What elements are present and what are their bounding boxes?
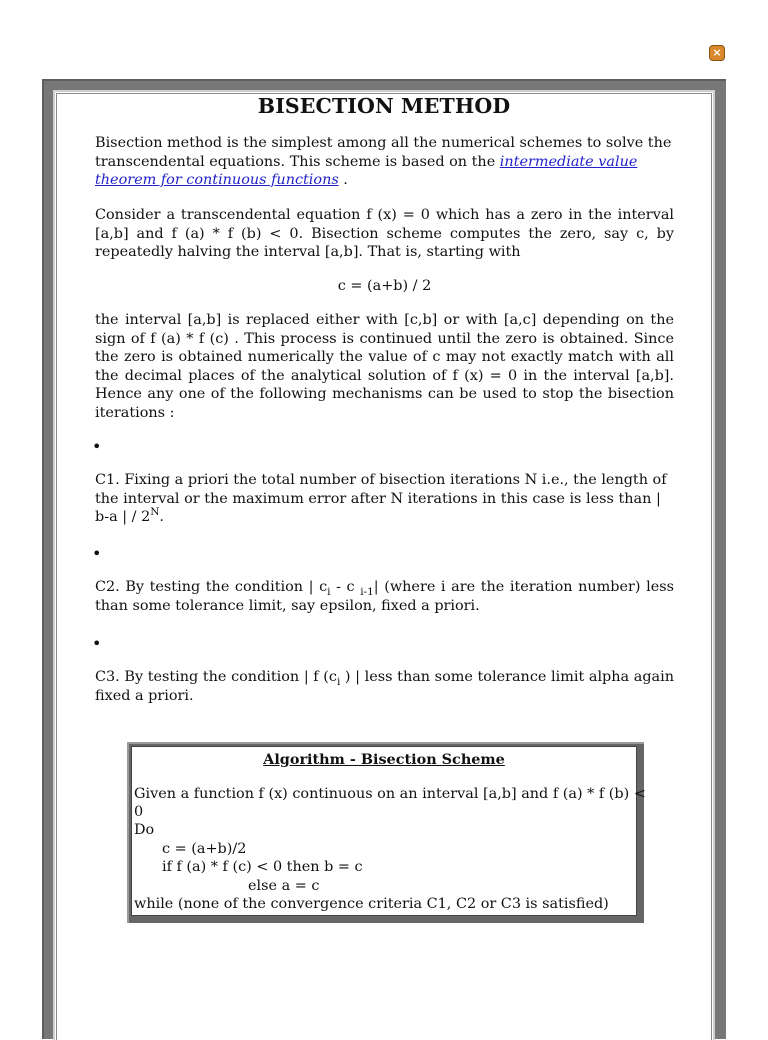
ivt-link[interactable]: intermediate value theorem for continuous functions xyxy=(95,153,638,188)
definition-paragraph: Consider a transcendental equation f (x) = 0 which has a zero in the interval [a,b] and f (a) * f (b) < 0. Bisection scheme computes the zero, say c, by repeatedly halving the interval [a,b]. That is, starting with xyxy=(95,207,674,260)
intro-text: Bisection method is the simplest among all the numerical schemes to solve the transcendental equations. This scheme is based on the xyxy=(95,135,672,170)
algorithm-line: while (none of the convergence criteria C1, C2 or C3 is satisfied) xyxy=(134,896,609,912)
algorithm-box-inner xyxy=(131,746,637,916)
page-title: BISECTION METHOD xyxy=(257,94,511,118)
algorithm-line: else a = c xyxy=(248,878,320,894)
c2-post: | (where i are the iteration number) less than some tolerance limit, say epsilon, fixed a priori. xyxy=(95,579,674,614)
intro-paragraph xyxy=(95,134,674,190)
algorithm-line: Given a function f (x) continuous on an interval [a,b] and f (a) * f (b) < xyxy=(134,786,646,802)
c2-sub1: i xyxy=(327,585,331,598)
c1-sup: N xyxy=(150,506,160,519)
close-icon[interactable]: × xyxy=(709,45,725,61)
algorithm-line: c = (a+b)/2 xyxy=(162,841,247,857)
algorithm-title: Algorithm - Bisection Scheme xyxy=(263,751,505,768)
c2-pre: C2. By testing the condition | c xyxy=(95,579,328,595)
c3-pre: C3. By testing the condition | f (c xyxy=(95,669,337,685)
c2-sub2: i-1 xyxy=(360,585,374,598)
algorithm-line: Do xyxy=(134,822,155,838)
c1-text: C1. Fixing a priori the total number of bisection iterations N i.e., the length of the interval or the maximum error after N iterations in this case is less than | b-a | / 2 xyxy=(95,472,667,525)
criterion-c3 xyxy=(95,668,674,705)
midpoint-formula: c = (a+b) / 2 xyxy=(337,278,432,294)
algorithm-line: if f (a) * f (c) < 0 then b = c xyxy=(162,859,363,875)
intro-end: . xyxy=(338,172,348,188)
iteration-paragraph: the interval [a,b] is replaced either with [c,b] or with [a,c] depending on the sign of f (a) * f (c) . This process is continued until the zero is obtained. Since the zero is obtained numerically the value of c may not exactly match with all the decimal places of the analytical solution of f (x) = 0 in the interval [a,b]. Hence any one of the following mechanisms can be used to stop the bisection iterations : xyxy=(95,312,674,421)
bullet-marker: • xyxy=(92,544,102,563)
criterion-c1 xyxy=(95,471,674,527)
algorithm-line: 0 xyxy=(134,804,144,820)
bullet-marker: • xyxy=(92,437,102,456)
c2-mid: - c xyxy=(330,579,361,595)
bullet-marker: • xyxy=(92,634,102,653)
c3-sub: i xyxy=(336,675,341,688)
c3-post: ) | less than some tolerance limit alpha again fixed a priori. xyxy=(95,669,674,704)
criterion-c2 xyxy=(95,578,674,615)
c1-end: . xyxy=(159,509,164,525)
